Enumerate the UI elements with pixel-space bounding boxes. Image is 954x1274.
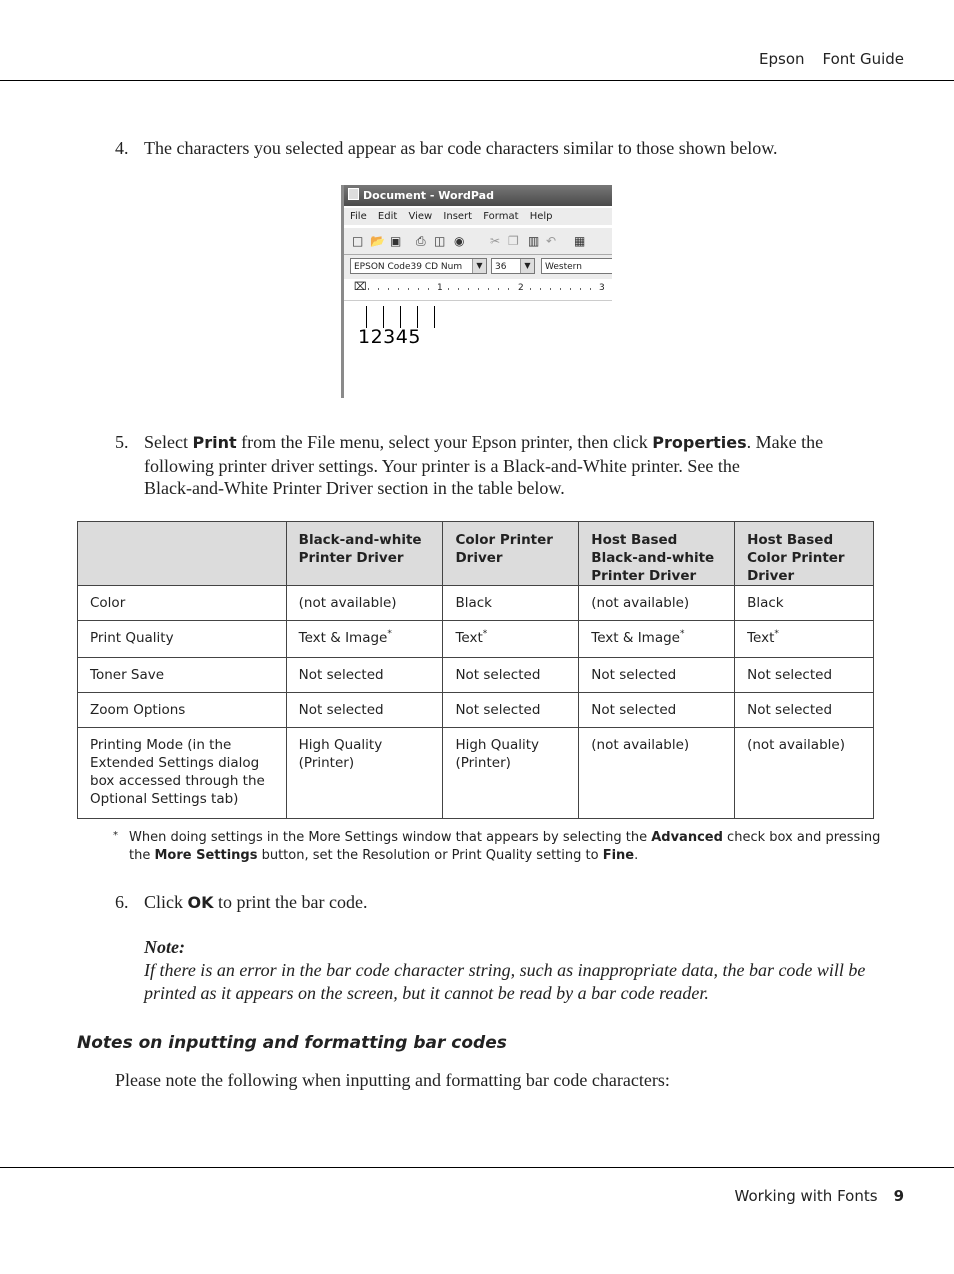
ruler-mark-3: 3 <box>599 283 605 293</box>
date-time-icon[interactable]: ▦ <box>574 234 586 248</box>
table-cell: (not available) <box>579 586 735 621</box>
table-cell: Not selected <box>443 658 579 693</box>
table-header: Host Based Color Printer Driver <box>735 522 874 586</box>
footer-rule <box>0 1167 954 1168</box>
menu-view[interactable]: View <box>408 211 433 222</box>
footnote-marker: * <box>774 629 779 639</box>
table-cell <box>579 621 735 658</box>
table-cell: Not selected <box>286 658 443 693</box>
script-value: Western <box>545 262 582 272</box>
table-header: Black-and-white Printer Driver <box>286 522 443 586</box>
wordpad-toolbar <box>344 227 612 255</box>
wordpad-document-area[interactable] <box>344 301 612 398</box>
footnote-text: check box and pressing the <box>129 830 881 863</box>
font-name-value: EPSON Code39 CD Num <box>354 262 463 272</box>
table-row <box>78 693 874 728</box>
table-row <box>78 658 874 693</box>
step-text: to print the bar code. <box>213 892 368 912</box>
menu-file[interactable]: File <box>350 211 367 222</box>
page-number: 9 <box>893 1187 904 1205</box>
print-menu-ref: Print <box>192 433 237 452</box>
ruler-mark-1: 1 <box>437 283 443 293</box>
step-number: 5. <box>115 432 129 452</box>
wordpad-format-bar <box>344 255 612 279</box>
note-block <box>144 936 884 1005</box>
table-cell <box>443 621 579 658</box>
table-cell: Not selected <box>443 693 579 728</box>
cell-text: Text & Image <box>591 630 680 646</box>
advanced-ref: Advanced <box>651 830 723 845</box>
table-cell: Color <box>78 586 287 621</box>
print-icon[interactable]: ⎙ <box>416 234 426 248</box>
wordpad-ruler <box>344 280 612 301</box>
wordpad-title-bar <box>344 185 612 206</box>
table-cell: Not selected <box>579 658 735 693</box>
wordpad-menu-bar <box>344 208 612 225</box>
wordpad-app-icon <box>348 188 359 200</box>
section-heading: Notes on inputting and formatting bar codes <box>77 1033 507 1053</box>
table-cell: Not selected <box>286 693 443 728</box>
cell-text: Text <box>747 630 775 646</box>
header-title: Font Guide <box>822 50 904 68</box>
menu-format[interactable]: Format <box>483 211 519 222</box>
wordpad-title: Document - WordPad <box>363 189 494 202</box>
chevron-down-icon: ▼ <box>520 259 534 273</box>
copy-icon[interactable]: ❐ <box>508 234 519 248</box>
step-text: from the File menu, select your Epson printer, then click <box>236 432 653 452</box>
properties-ref: Properties <box>652 433 747 452</box>
table-cell: High Quality (Printer) <box>443 728 579 819</box>
undo-icon[interactable]: ↶ <box>546 234 557 248</box>
paste-icon[interactable]: ▥ <box>528 234 540 248</box>
footnote-text: When doing settings in the More Settings window that appears by selecting the <box>129 830 652 845</box>
menu-insert[interactable]: Insert <box>443 211 473 222</box>
cell-text: Text <box>455 630 483 646</box>
step-number: 4. <box>115 138 129 158</box>
footer-chapter: Working with Fonts <box>734 1187 878 1205</box>
table-cell: High Quality (Printer) <box>286 728 443 819</box>
fine-ref: Fine <box>602 848 635 863</box>
note-heading: Note: <box>144 937 185 957</box>
script-select[interactable] <box>541 258 612 274</box>
font-size-value: 36 <box>495 262 507 272</box>
page-footer <box>735 1187 904 1205</box>
table-row <box>78 586 874 621</box>
table-row <box>78 728 874 819</box>
cut-icon[interactable]: ✂ <box>490 234 501 248</box>
more-settings-ref: More Settings <box>154 848 258 863</box>
barcode-bar <box>366 306 367 328</box>
ok-ref: OK <box>187 893 214 912</box>
table-cell: Zoom Options <box>78 693 287 728</box>
footnote-marker: * <box>113 830 118 841</box>
barcode-bar <box>434 306 435 328</box>
step-text: . Make the <box>746 432 824 452</box>
table-cell: (not available) <box>286 586 443 621</box>
footnote-text: button, set the Resolution or Print Quality setting to <box>257 848 603 863</box>
footnote-marker: * <box>679 629 685 639</box>
table-cell: (not available) <box>735 728 874 819</box>
cell-text: Text & Image <box>298 630 388 646</box>
table-cell: (not available) <box>579 728 735 819</box>
table-cell: Black <box>443 586 579 621</box>
step-number: 6. <box>115 892 129 912</box>
print-preview-icon[interactable]: ◫ <box>434 234 446 248</box>
table-cell: Not selected <box>579 693 735 728</box>
barcode-bar <box>383 306 384 328</box>
step-text: following printer driver settings. Your printer is a Black-and-White printer. See the <box>144 455 740 476</box>
menu-edit[interactable]: Edit <box>377 211 398 222</box>
wordpad-screenshot <box>341 185 612 398</box>
table-cell: Print Quality <box>78 621 287 658</box>
table-header: Host Based Black-and-white Printer Driver <box>579 522 735 586</box>
table-cell: Black <box>735 586 874 621</box>
ruler-mark-2: 2 <box>518 283 524 293</box>
header-rule <box>0 80 954 81</box>
table-cell: Printing Mode (in the Extended Settings dialog box accessed through the Optional Settings tab) <box>78 728 287 819</box>
header-brand: Epson <box>759 50 805 68</box>
page-header <box>759 50 904 68</box>
barcode-characters: 12345 <box>358 326 421 348</box>
table-header-row <box>78 522 874 586</box>
table-cell: Not selected <box>735 693 874 728</box>
table-cell: Toner Save <box>78 658 287 693</box>
note-text: If there is an error in the bar code character string, such as inappropriate data, the bar code will be printed as it appears on the screen, but it cannot be read by a bar code reader. <box>144 960 866 1003</box>
table-header <box>78 522 287 586</box>
indent-marker-icon[interactable]: ⌧ <box>354 280 367 293</box>
step-text: Select <box>144 432 193 452</box>
find-icon[interactable]: ◉ <box>454 234 465 248</box>
barcode-bar <box>400 306 401 328</box>
new-icon[interactable]: □ <box>352 234 364 248</box>
table-cell <box>735 621 874 658</box>
footnote-marker: * <box>387 629 392 639</box>
table-header: Color Printer Driver <box>443 522 579 586</box>
font-name-select[interactable] <box>350 258 487 274</box>
step-text: Black-and-White Printer Driver section in the table below. <box>144 478 565 498</box>
font-size-select[interactable] <box>491 258 535 274</box>
open-icon[interactable]: 📂 <box>370 234 385 248</box>
footnote-marker: * <box>482 629 488 639</box>
table-cell: Not selected <box>735 658 874 693</box>
menu-help[interactable]: Help <box>529 211 553 222</box>
step-text: The characters you selected appear as bar code characters similar to those shown below. <box>144 138 778 158</box>
driver-settings-table <box>77 521 874 819</box>
chevron-down-icon: ▼ <box>472 259 486 273</box>
barcode-bar <box>417 306 418 328</box>
save-icon[interactable]: ▣ <box>390 234 402 248</box>
table-cell <box>286 621 443 658</box>
footnote-text: . <box>634 848 639 863</box>
table-row <box>78 621 874 658</box>
section-paragraph: Please note the following when inputting and formatting bar code characters: <box>115 1070 670 1090</box>
step-text: Click <box>144 892 188 912</box>
